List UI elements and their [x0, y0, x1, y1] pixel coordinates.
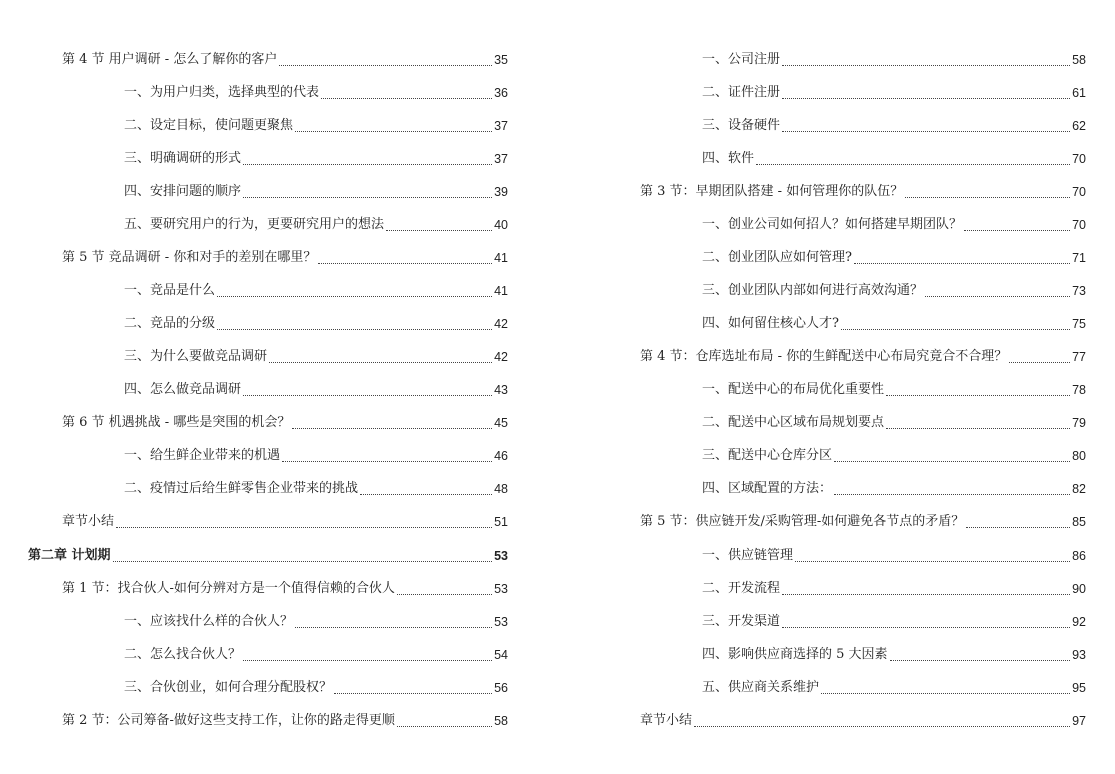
toc-page-number: 53: [494, 582, 508, 596]
toc-page-number: 39: [494, 185, 508, 199]
dot-leader: [834, 461, 1070, 462]
toc-subsection-entry[interactable]: [124, 115, 508, 135]
toc-section-entry[interactable]: [62, 412, 508, 432]
toc-page-number: 41: [494, 284, 508, 298]
toc-section-entry[interactable]: [62, 511, 508, 531]
dot-leader: [243, 395, 492, 396]
toc-section-entry[interactable]: [62, 578, 508, 598]
toc-page-number: 35: [494, 53, 508, 67]
toc-entry-label: 二、创业团队应如何管理?: [702, 250, 852, 265]
dot-leader: [964, 230, 1070, 231]
toc-entry-label: 第 5 节 竞品调研 - 你和对手的差别在哪里？: [62, 250, 317, 265]
toc-entry-label: 章节小结: [640, 713, 693, 728]
toc-page-number: 42: [494, 350, 508, 364]
dot-leader: [782, 131, 1070, 132]
toc-page-number: 70: [1072, 152, 1086, 166]
dot-leader: [113, 561, 493, 562]
toc-entry-label: 第二章 计划期: [28, 548, 111, 563]
toc-page-number: 53: [494, 615, 508, 629]
toc-page-number: 58: [1072, 53, 1086, 67]
toc-subsection-entry[interactable]: [702, 412, 1086, 432]
toc-entry-label: 一、供应链管理: [702, 548, 794, 563]
dot-leader: [217, 296, 492, 297]
toc-subsection-entry[interactable]: [702, 677, 1086, 697]
toc-subsection-entry[interactable]: [124, 611, 508, 631]
toc-page-number: 82: [1072, 482, 1086, 496]
toc-page-number: 85: [1072, 515, 1086, 529]
dot-leader: [834, 494, 1070, 495]
toc-entry-label: 二、设定目标，使问题更聚焦: [124, 118, 294, 133]
toc-page-number: 92: [1072, 615, 1086, 629]
toc-subsection-entry[interactable]: [702, 82, 1086, 102]
toc-subsection-entry[interactable]: [702, 379, 1086, 399]
toc-entry-label: 二、怎么找合伙人？: [124, 647, 242, 662]
toc-entry-label: 章节小结: [62, 514, 115, 529]
dot-leader: [782, 98, 1070, 99]
toc-entry-label: 一、公司注册: [702, 52, 781, 67]
toc-page-number: 43: [494, 383, 508, 397]
toc-entry-label: 一、给生鲜企业带来的机遇: [124, 448, 281, 463]
toc-page-number: 86: [1072, 549, 1086, 563]
dot-leader: [854, 263, 1070, 264]
toc-entry-label: 二、开发流程: [702, 581, 781, 596]
toc-entry-label: 第 6 节 机遇挑战 - 哪些是突围的机会？: [62, 415, 291, 430]
dot-leader: [966, 527, 1070, 528]
toc-subsection-entry[interactable]: [702, 49, 1086, 69]
toc-page-number: 73: [1072, 284, 1086, 298]
toc-subsection-entry[interactable]: [702, 611, 1086, 631]
toc-page-number: 56: [494, 681, 508, 695]
toc-subsection-entry[interactable]: [124, 313, 508, 333]
dot-leader: [318, 263, 492, 264]
toc-entry-label: 一、为用户归类，选择典型的代表: [124, 85, 320, 100]
toc-subsection-entry[interactable]: [124, 478, 508, 498]
toc-entry-label: 三、为什么要做竞品调研: [124, 349, 268, 364]
toc-entry-label: 一、配送中心的布局优化重要性: [702, 382, 885, 397]
toc-page-number: 97: [1072, 714, 1086, 728]
toc-entry-label: 第 4 节：仓库选址布局 - 你的生鲜配送中心布局究竟合不合理？: [640, 349, 1008, 364]
dot-leader: [397, 594, 492, 595]
dot-leader: [795, 561, 1070, 562]
toc-subsection-entry[interactable]: [124, 214, 508, 234]
toc-entry-label: 二、证件注册: [702, 85, 781, 100]
dot-leader: [243, 164, 492, 165]
toc-entry-label: 四、影响供应商选择的 5 大因素: [702, 647, 888, 662]
toc-subsection-entry[interactable]: [702, 313, 1086, 333]
dot-leader: [360, 494, 492, 495]
toc-subsection-entry[interactable]: [124, 644, 508, 664]
dot-leader: [841, 329, 1070, 330]
toc-subsection-entry[interactable]: [702, 578, 1086, 598]
dot-leader: [295, 627, 492, 628]
dot-leader: [217, 329, 492, 330]
dot-leader: [282, 461, 492, 462]
toc-page-number: 78: [1072, 383, 1086, 397]
toc-chapter-entry[interactable]: [28, 545, 508, 565]
toc-entry-label: 三、创业团队内部如何进行高效沟通？: [702, 283, 924, 298]
toc-page-number: 70: [1072, 218, 1086, 232]
toc-page-number: 93: [1072, 648, 1086, 662]
dot-leader: [116, 527, 492, 528]
toc-page-number: 58: [494, 714, 508, 728]
toc-page-number: 95: [1072, 681, 1086, 695]
toc-subsection-entry[interactable]: [124, 445, 508, 465]
toc-subsection-entry[interactable]: [124, 82, 508, 102]
toc-entry-label: 第 5 节：供应链开发/采购管理-如何避免各节点的矛盾？: [640, 514, 965, 529]
toc-subsection-entry[interactable]: [124, 677, 508, 697]
dot-leader: [243, 660, 492, 661]
dot-leader: [782, 627, 1070, 628]
toc-section-entry[interactable]: [640, 710, 1086, 730]
toc-subsection-entry[interactable]: [124, 181, 508, 201]
dot-leader: [821, 693, 1070, 694]
toc-entry-label: 四、安排问题的顺序: [124, 184, 242, 199]
toc-page-number: 46: [494, 449, 508, 463]
dot-leader: [279, 65, 492, 66]
toc-page-number: 71: [1072, 251, 1086, 265]
toc-entry-label: 二、配送中心区域布局规划要点: [702, 415, 885, 430]
toc-entry-label: 第 2 节：公司筹备-做好这些支持工作，让你的路走得更顺: [62, 713, 395, 728]
toc-page-number: 40: [494, 218, 508, 232]
toc-section-entry[interactable]: [640, 346, 1086, 366]
toc-subsection-entry[interactable]: [702, 247, 1086, 267]
toc-entry-label: 四、怎么做竞品调研: [124, 382, 242, 397]
toc-entry-label: 三、开发渠道: [702, 614, 781, 629]
toc-entry-label: 四、区域配置的方法：: [702, 481, 833, 496]
dot-leader: [334, 693, 492, 694]
toc-page-number: 80: [1072, 449, 1086, 463]
toc-page-number: 48: [494, 482, 508, 496]
toc-section-entry[interactable]: [62, 49, 508, 69]
toc-section-entry[interactable]: [640, 511, 1086, 531]
dot-leader: [886, 395, 1070, 396]
toc-entry-label: 一、竞品是什么: [124, 283, 216, 298]
toc-page-number: 37: [494, 119, 508, 133]
toc-page-number: 61: [1072, 86, 1086, 100]
toc-entry-label: 二、竞品的分级: [124, 316, 216, 331]
toc-entry-label: 三、合伙创业，如何合理分配股权？: [124, 680, 333, 695]
dot-leader: [243, 197, 492, 198]
toc-page-number: 36: [494, 86, 508, 100]
toc-subsection-entry[interactable]: [702, 545, 1086, 565]
dot-leader: [321, 98, 492, 99]
dot-leader: [386, 230, 492, 231]
toc-entry-label: 二、疫情过后给生鲜零售企业带来的挑战: [124, 481, 359, 496]
toc-entry-label: 一、创业公司如何招人？如何搭建早期团队？: [702, 217, 963, 232]
toc-section-entry[interactable]: [640, 181, 1086, 201]
toc-entry-label: 第 3 节：早期团队搭建 - 如何管理你的队伍？: [640, 184, 904, 199]
dot-leader: [890, 660, 1071, 661]
toc-page-number: 77: [1072, 350, 1086, 364]
toc-entry-label: 三、明确调研的形式: [124, 151, 242, 166]
dot-leader: [295, 131, 492, 132]
toc-subsection-entry[interactable]: [702, 478, 1086, 498]
dot-leader: [886, 428, 1070, 429]
toc-page-number: 51: [494, 515, 508, 529]
toc-section-entry[interactable]: [62, 710, 508, 730]
dot-leader: [694, 726, 1070, 727]
toc-page-number: 45: [494, 416, 508, 430]
toc-subsection-entry[interactable]: [702, 148, 1086, 168]
toc-subsection-entry[interactable]: [124, 148, 508, 168]
toc-entry-label: 一、应该找什么样的合伙人？: [124, 614, 294, 629]
toc-subsection-entry[interactable]: [124, 280, 508, 300]
toc-entry-label: 五、供应商关系维护: [702, 680, 820, 695]
dot-leader: [269, 362, 492, 363]
toc-subsection-entry[interactable]: [702, 214, 1086, 234]
toc-page-number: 90: [1072, 582, 1086, 596]
dot-leader: [1009, 362, 1070, 363]
dot-leader: [905, 197, 1070, 198]
toc-subsection-entry[interactable]: [702, 115, 1086, 135]
dot-leader: [292, 428, 492, 429]
dot-leader: [756, 164, 1070, 165]
toc-subsection-entry[interactable]: [702, 445, 1086, 465]
toc-entry-label: 第 4 节 用户调研 - 怎么了解你的客户: [62, 52, 278, 67]
toc-subsection-entry[interactable]: [124, 346, 508, 366]
dot-leader: [782, 594, 1070, 595]
toc-page-number: 75: [1072, 317, 1086, 331]
toc-page-number: 62: [1072, 119, 1086, 133]
toc-entry-label: 三、设备硬件: [702, 118, 781, 133]
dot-leader: [397, 726, 492, 727]
toc-page-number: 42: [494, 317, 508, 331]
toc-entry-label: 第 1 节：找合伙人-如何分辨对方是一个值得信赖的合伙人: [62, 581, 395, 596]
dot-leader: [925, 296, 1070, 297]
toc-page-number: 79: [1072, 416, 1086, 430]
toc-entry-label: 五、要研究用户的行为，更要研究用户的想法: [124, 217, 385, 232]
toc-page-number: 41: [494, 251, 508, 265]
toc-subsection-entry[interactable]: [702, 644, 1086, 664]
toc-subsection-entry[interactable]: [702, 280, 1086, 300]
toc-entry-label: 四、如何留住核心人才?: [702, 316, 839, 331]
toc-subsection-entry[interactable]: [124, 379, 508, 399]
toc-entry-label: 四、软件: [702, 151, 755, 166]
toc-page-number: 54: [494, 648, 508, 662]
toc-page-number: 70: [1072, 185, 1086, 199]
toc-page-number: 37: [494, 152, 508, 166]
toc-entry-label: 三、配送中心仓库分区: [702, 448, 833, 463]
dot-leader: [782, 65, 1070, 66]
toc-section-entry[interactable]: [62, 247, 508, 267]
toc-page-number: 53: [494, 549, 508, 563]
